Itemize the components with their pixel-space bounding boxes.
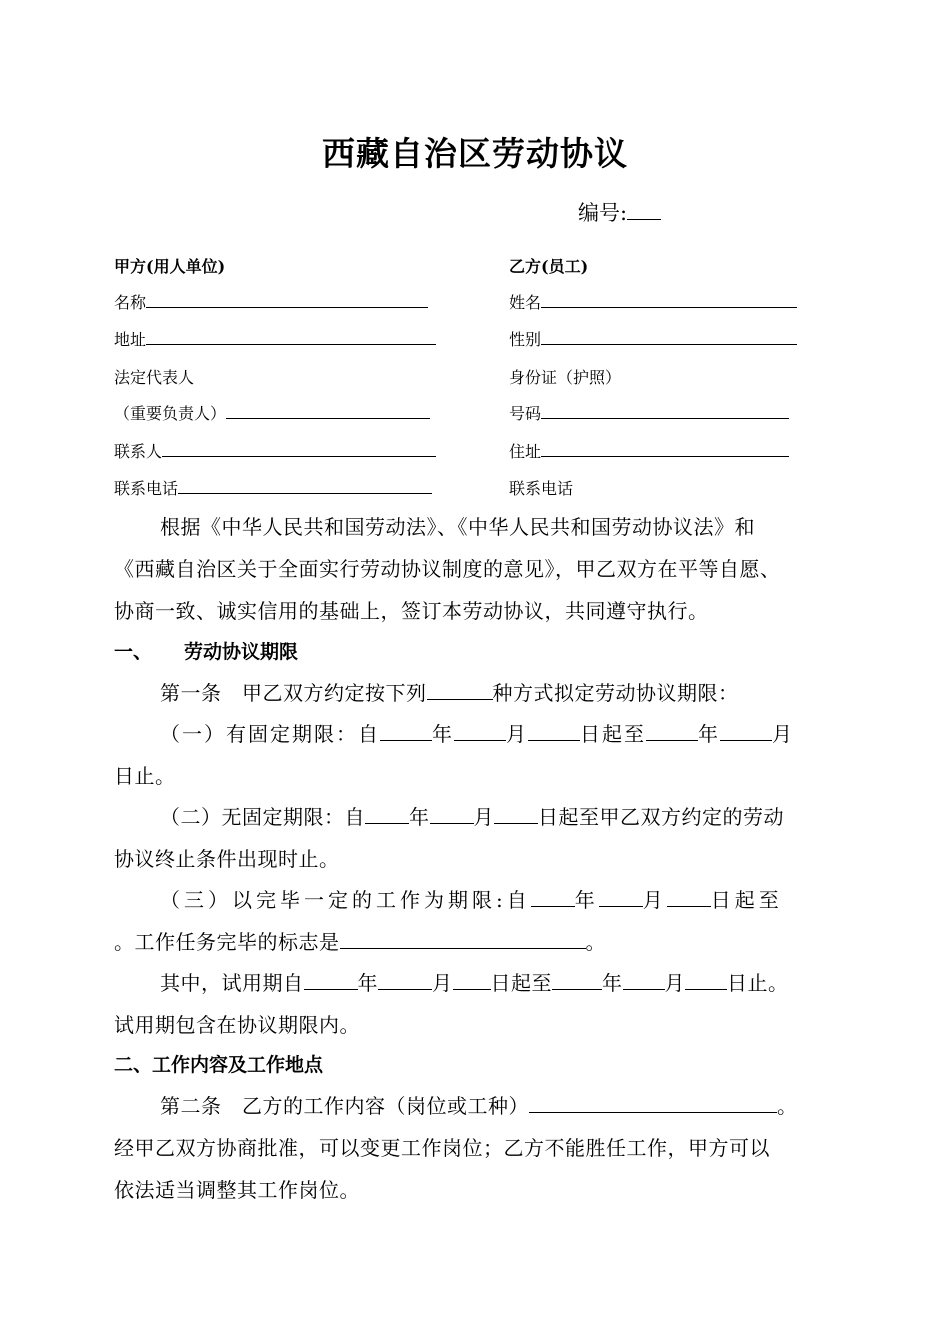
party-b-gender-label: 性别 [509, 330, 542, 349]
option-3-completion-blank [340, 928, 586, 949]
probation-end-year-blank [552, 969, 602, 990]
option-1-line-2: 日止。 [114, 764, 176, 788]
option-3-line-2 [114, 926, 606, 955]
option-3-text-b: 日起至 [710, 888, 783, 912]
day-end-label: 日止。 [727, 971, 789, 995]
month-label: 月 [506, 722, 528, 746]
party-a-contact-field [114, 439, 436, 462]
month-label: 月 [473, 805, 494, 829]
party-a-address-blank [146, 328, 436, 345]
month-label: 月 [772, 722, 794, 746]
option-1-end-year-blank [646, 720, 698, 741]
party-b-name-blank [541, 291, 797, 308]
year-label: 年 [357, 971, 378, 995]
party-b-name-label: 姓名 [509, 293, 542, 312]
party-b-id-number-field [509, 401, 789, 424]
year-label: 年 [698, 722, 720, 746]
party-a-address-label: 地址 [114, 330, 147, 349]
preamble-line-1: 根据《中华人民共和国劳动法》、《中华人民共和国劳动协议法》和 [160, 515, 755, 539]
party-a-phone-blank [178, 477, 432, 494]
party-a-contact-blank [162, 440, 436, 457]
option-3-text: （三）以完毕一定的工作为期限:自 [160, 888, 531, 912]
section-1-title: 劳动协议期限 [184, 641, 299, 663]
article-2-text: 第二条 乙方的工作内容（岗位或工种） [160, 1094, 529, 1118]
option-3-completion-text: 。工作任务完毕的标志是 [114, 930, 340, 954]
day-from-to-label: 日起至 [490, 971, 552, 995]
party-a-phone-field [114, 476, 432, 499]
option-2-line-2: 协议终止条件出现时止。 [114, 847, 340, 871]
option-3-month-blank [599, 886, 643, 907]
option-1-year-blank [380, 720, 432, 741]
article-1-blank [427, 679, 493, 700]
party-b-name-field [509, 290, 797, 313]
probation-line-2: 试用期包含在协议期限内。 [114, 1013, 360, 1037]
party-a-name-label: 名称 [114, 293, 147, 312]
party-a-principal-field [114, 401, 430, 424]
party-a-name-field [114, 290, 428, 313]
year-label: 年 [432, 722, 454, 746]
party-b-address-blank [541, 440, 789, 457]
section-1-number: 一、 [114, 641, 153, 663]
party-b-heading: 乙方(员工) [509, 257, 589, 276]
article-1-text-a: 第一条 甲乙双方约定按下列 [160, 681, 427, 705]
probation-year-blank [304, 969, 358, 990]
preamble-line-3: 协商一致、诚实信用的基础上，签订本劳动协议，共同遵守执行。 [114, 599, 709, 623]
article-2-period: 。 [777, 1094, 798, 1118]
party-a-principal-label: （重要负责人） [114, 404, 227, 423]
option-3-year-blank [531, 886, 575, 907]
article-2-line-3: 依法适当调整其工作岗位。 [114, 1178, 360, 1202]
party-b-address-label: 住址 [509, 442, 542, 461]
section-2-heading: 二、工作内容及工作地点 [114, 1054, 324, 1076]
party-a-heading: 甲方(用人单位) [114, 257, 226, 276]
party-b-id-number-label: 号码 [509, 404, 542, 423]
probation-end-month-blank [623, 969, 665, 990]
option-3-day-blank [667, 886, 711, 907]
year-label: 年 [602, 971, 623, 995]
year-label: 年 [574, 888, 599, 912]
year-label: 年 [409, 805, 430, 829]
option-2-text: （二）无固定期限：自 [160, 805, 365, 829]
option-2-day-blank [494, 803, 538, 824]
probation-text: 其中，试用期自 [160, 971, 304, 995]
party-b-phone-label: 联系电话 [509, 479, 574, 498]
probation-end-day-blank [685, 969, 727, 990]
party-b-id-label: 身份证（护照） [509, 368, 622, 387]
article-1-text-b: 种方式拟定劳动协议期限： [492, 681, 739, 705]
article-1 [160, 677, 739, 706]
document-number-blank [627, 198, 661, 220]
party-a-principal-blank [226, 402, 430, 419]
option-3-line-1 [160, 884, 783, 913]
month-label: 月 [432, 971, 453, 995]
probation-month-blank [378, 969, 432, 990]
party-a-address-field [114, 327, 436, 350]
option-1-text: （一）有固定期限：自 [160, 722, 380, 746]
party-a-phone-label: 联系电话 [114, 479, 179, 498]
party-b-address-field [509, 439, 789, 462]
party-a-name-blank [146, 291, 428, 308]
document-number-label: 编号: [578, 201, 628, 225]
option-3-period: 。 [585, 930, 606, 954]
option-2-month-blank [430, 803, 474, 824]
day-from-to-label: 日起至 [580, 722, 646, 746]
probation-day-blank [453, 969, 491, 990]
option-1-month-blank [454, 720, 506, 741]
option-1-end-month-blank [720, 720, 772, 741]
month-label: 月 [642, 888, 667, 912]
probation-line-1 [160, 967, 789, 996]
document-title: 西藏自治区劳动协议 [322, 134, 628, 173]
option-1-day-blank [528, 720, 580, 741]
party-b-id-number-blank [541, 402, 789, 419]
party-a-contact-label: 联系人 [114, 442, 163, 461]
option-1-line-1 [160, 718, 794, 747]
option-2-line-1 [160, 801, 784, 830]
month-label: 月 [664, 971, 685, 995]
option-2-year-blank [365, 803, 409, 824]
option-2-text-b: 日起至甲乙双方约定的劳动 [538, 805, 784, 829]
article-2-line-2: 经甲乙双方协商批准，可以变更工作岗位；乙方不能胜任工作，甲方可以 [114, 1136, 770, 1160]
preamble-line-2: 《西藏自治区关于全面实行劳动协议制度的意见》，甲乙双方在平等自愿、 [114, 557, 781, 581]
party-b-gender-blank [541, 328, 797, 345]
party-a-legal-rep-label: 法定代表人 [114, 368, 195, 387]
document-number [578, 197, 661, 227]
section-1-heading [114, 637, 298, 664]
party-b-gender-field [509, 327, 797, 350]
article-2-blank [529, 1092, 777, 1113]
article-2-line-1 [160, 1090, 798, 1119]
